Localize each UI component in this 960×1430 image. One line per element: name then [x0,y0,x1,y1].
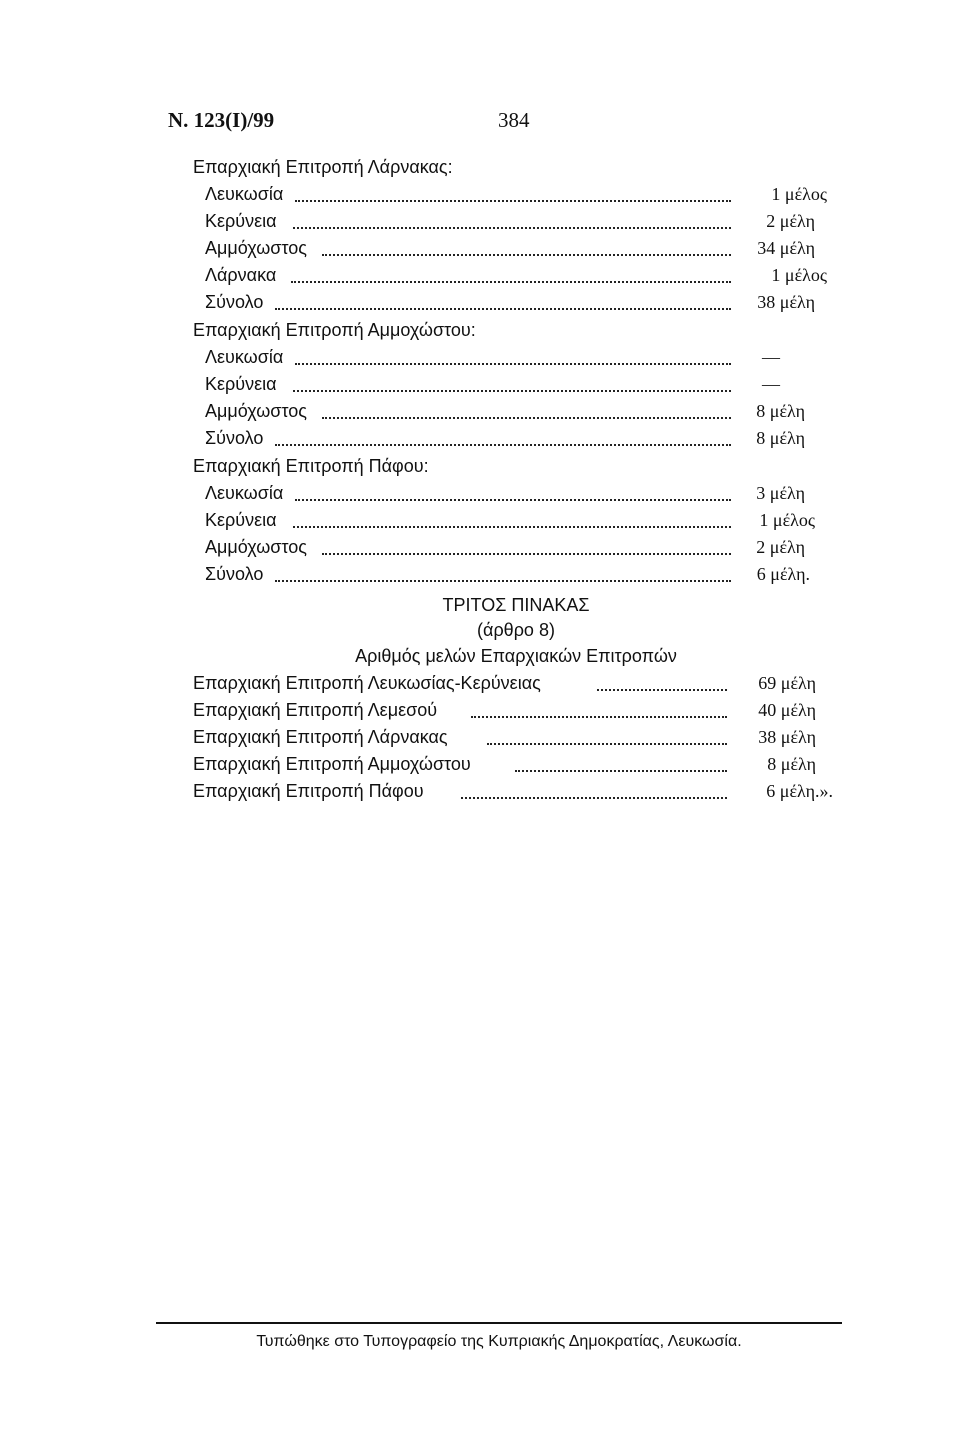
list-item [205,235,731,261]
row-value: 3 μέλη [756,483,805,503]
dot-leader [487,742,727,745]
row-value: — [762,347,780,367]
table-article: (άρθρο 8) [477,620,555,640]
row-value: 1 μέλος [759,510,815,530]
row-value: 1 μέλος [771,184,827,204]
row-value: 8 μέλη [767,754,816,774]
dot-leader [275,307,731,310]
table-row [193,751,727,777]
row-label: Αμμόχωστος [205,537,307,557]
dot-leader [295,199,731,202]
row-value: 38 μέλη [758,727,816,747]
dot-leader [293,226,731,229]
dot-leader [293,525,731,528]
list-item [205,208,731,234]
dot-leader [322,416,731,419]
row-label: Σύνολο [205,428,264,448]
list-item [205,507,731,533]
dot-leader [471,715,727,718]
row-label: Κερύνεια [205,374,277,394]
row-value: 1 μέλος [771,265,827,285]
table-title: ΤΡΙΤΟΣ ΠΙΝΑΚΑΣ [442,595,590,615]
dot-leader [295,498,731,501]
row-value: — [762,374,780,394]
list-item [205,289,731,315]
row-label: Επαρχιακή Επιτροπή Λάρνακας [193,727,448,747]
row-value: 2 μέλη [756,537,805,557]
table-row [193,697,727,723]
row-label: Σύνολο [205,564,264,584]
dot-leader [275,443,731,446]
dot-leader [275,579,731,582]
list-item [205,371,731,397]
group-heading-larnaca: Επαρχιακή Επιτροπή Λάρνακας: [193,157,453,177]
group-heading-paphos: Επαρχιακή Επιτροπή Πάφου: [193,456,429,476]
list-item [205,561,731,587]
list-item [205,181,731,207]
table-row [193,778,727,804]
list-item [205,398,731,424]
table-row [193,670,727,696]
row-label: Επαρχιακή Επιτροπή Λεμεσού [193,700,438,720]
row-value: 40 μέλη [758,700,816,720]
row-label: Επαρχιακή Επιτροπή Πάφου [193,781,424,801]
row-value: 8 μέλη [756,401,805,421]
row-label: Λάρνακα [205,265,277,285]
group-heading-famagusta: Επαρχιακή Επιτροπή Αμμοχώστου: [193,320,476,340]
row-label: Κερύνεια [205,510,277,530]
list-item [205,344,731,370]
dot-leader [461,796,727,799]
dot-leader [322,253,731,256]
row-value: 34 μέλη [757,238,815,258]
table-row [193,724,727,750]
table-subtitle: Αριθμός μελών Επαρχιακών Επιτροπών [355,646,677,666]
row-label: Αμμόχωστος [205,238,307,258]
law-number: N. 123(I)/99 [168,108,275,132]
row-label: Επαρχιακή Επιτροπή Αμμοχώστου [193,754,471,774]
row-label: Αμμόχωστος [205,401,307,421]
row-label: Λευκωσία [205,483,284,503]
list-item [205,534,731,560]
dot-leader [322,552,731,555]
row-value: 6 μέλη.». [766,781,833,801]
dot-leader [291,280,731,283]
row-value: 8 μέλη [756,428,805,448]
row-label: Σύνολο [205,292,264,312]
row-label: Επαρχιακή Επιτροπή Λευκωσίας-Κερύνειας [193,673,541,693]
page-number: 384 [498,108,530,132]
row-value: 69 μέλη [758,673,816,693]
row-label: Λευκωσία [205,184,284,204]
row-value: 6 μέλη. [756,564,810,584]
printer-note: Τυπώθηκε στο Τυπογραφείο της Κυπριακής Δημοκρατίας, Λευκωσία. [256,1333,742,1350]
list-item [205,425,731,451]
row-label: Κερύνεια [205,211,277,231]
footer-rule [156,1322,842,1324]
row-value: 38 μέλη [757,292,815,312]
list-item [205,262,731,288]
row-label: Λευκωσία [205,347,284,367]
row-value: 2 μέλη [766,211,815,231]
list-item [205,480,731,506]
